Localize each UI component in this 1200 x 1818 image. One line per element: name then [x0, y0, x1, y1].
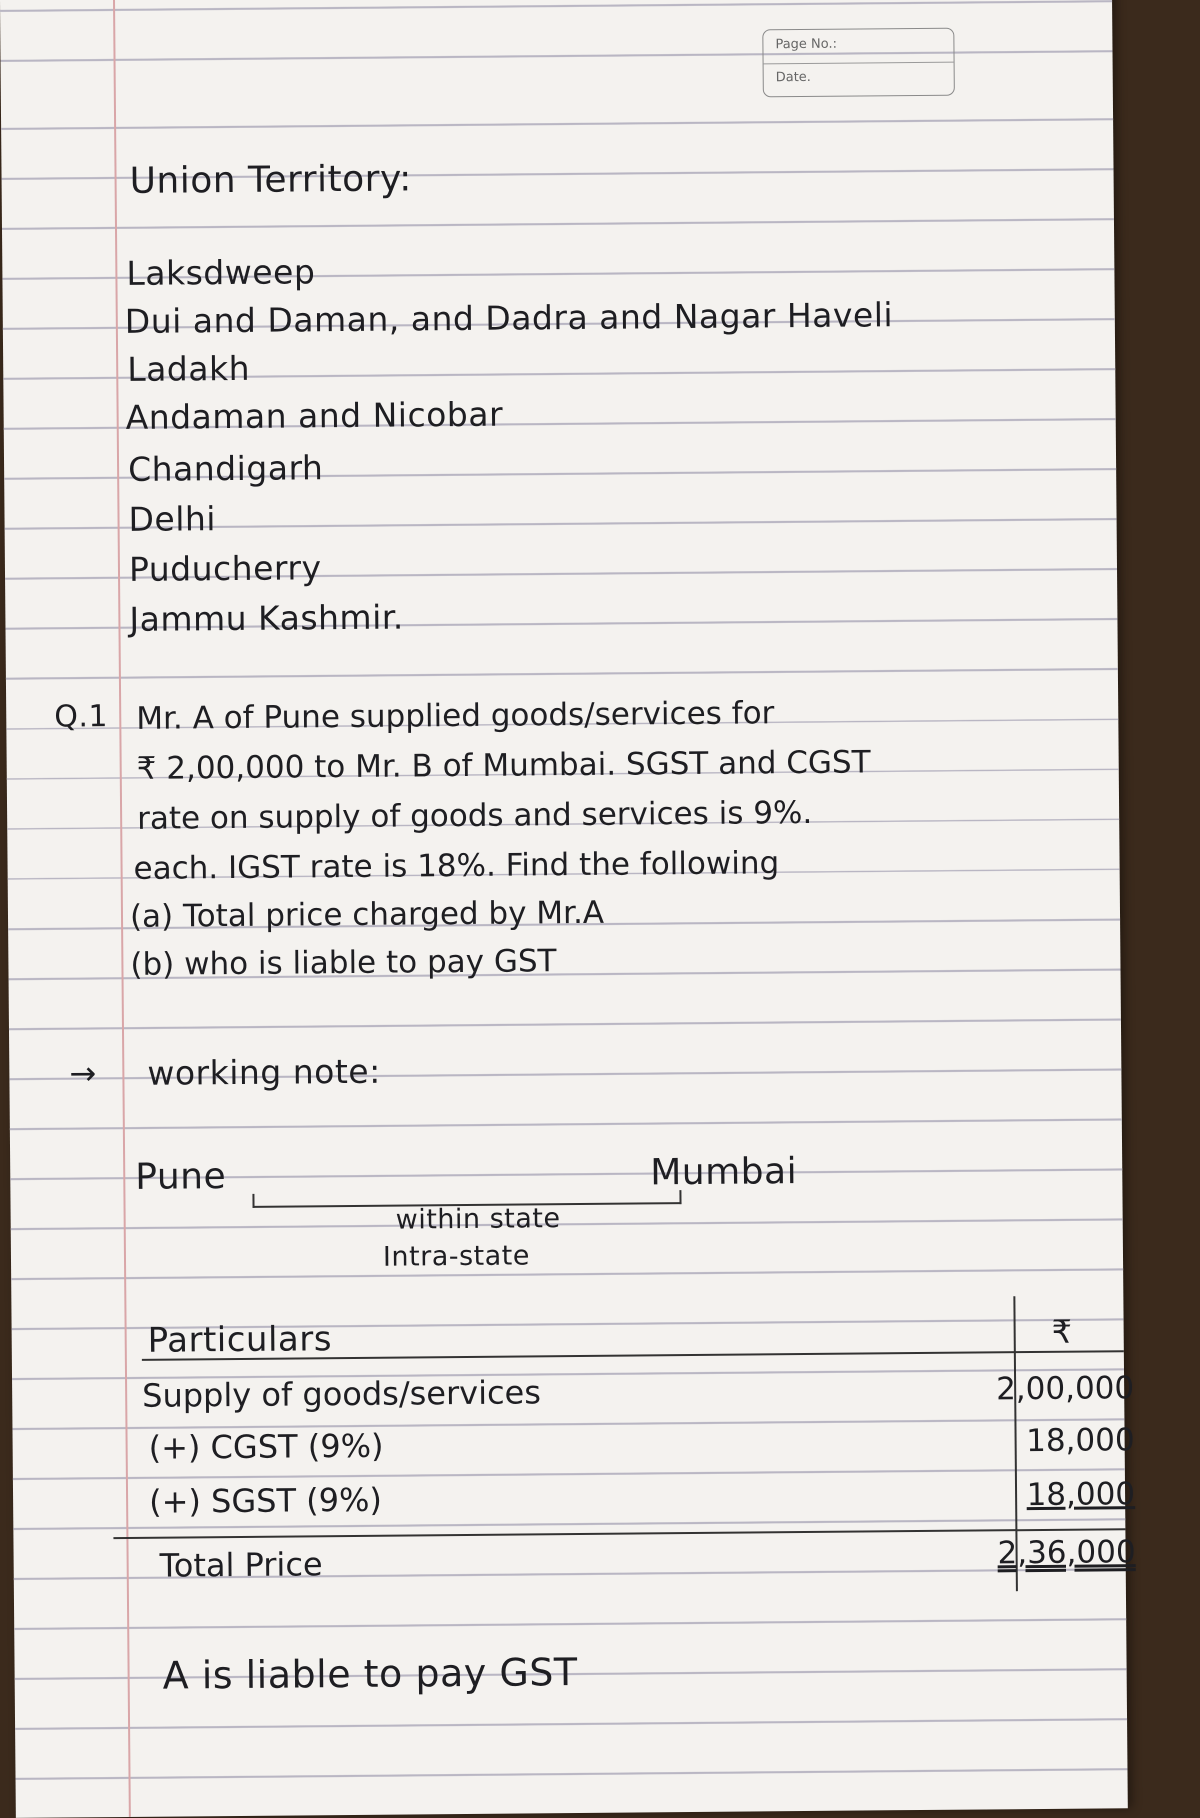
- question-line: each. IGST rate is 18%. Find the following: [133, 845, 780, 887]
- table-row-label: Total Price: [159, 1545, 323, 1585]
- table-row-value: 18,000: [1026, 1476, 1136, 1514]
- table-total-rule: [113, 1528, 1125, 1539]
- question-line: rate on supply of goods and services is 9%.: [136, 794, 813, 837]
- page-no-label: Page No.:: [775, 36, 838, 53]
- total-price-value: 2,36,000: [997, 1534, 1136, 1572]
- within-state-label: within state: [395, 1203, 561, 1236]
- union-territory-heading: Union Territory:: [129, 158, 412, 202]
- answer-text: A is liable to pay GST: [162, 1650, 578, 1698]
- table-row-label: (+) CGST (9%): [148, 1426, 384, 1467]
- from-city: Pune: [135, 1156, 227, 1198]
- list-item: Andaman and Nicobar: [125, 394, 504, 437]
- question-line: Mr. A of Pune supplied goods/services for: [136, 695, 775, 737]
- table-header-amount: ₹: [1051, 1312, 1073, 1351]
- arrow-icon: →: [69, 1054, 97, 1093]
- list-item: Dui and Daman, and Dadra and Nagar Haveli: [124, 295, 894, 341]
- list-item: Puducherry: [128, 548, 322, 589]
- table-row-label: (+) SGST (9%): [148, 1480, 383, 1521]
- intra-state-label: Intra-state: [382, 1240, 531, 1273]
- question-line: ₹ 2,00,000 to Mr. B of Mumbai. SGST and CGST: [136, 744, 871, 787]
- question-number: Q.1: [54, 699, 109, 735]
- list-item: Laksdweep: [126, 252, 316, 293]
- list-item: Jammu Kashmir.: [129, 597, 404, 639]
- table-row-value: 18,000: [1025, 1422, 1135, 1460]
- table-row-label: Supply of goods/services: [142, 1373, 542, 1415]
- list-item: Delhi: [128, 499, 217, 539]
- page-box-divider: [764, 62, 954, 65]
- page-date-box: [762, 28, 955, 98]
- to-city: Mumbai: [650, 1151, 798, 1194]
- working-note-label: working note:: [147, 1051, 381, 1093]
- table-row-value: 2,00,000: [995, 1370, 1135, 1408]
- question-line: (b) who is liable to pay GST: [130, 943, 557, 983]
- list-item: Ladakh: [127, 348, 251, 389]
- question-line: (a) Total price charged by Mr.A: [129, 894, 605, 935]
- table-header-particulars: Particulars: [147, 1319, 333, 1361]
- date-label: Date.: [775, 69, 811, 86]
- list-item: Chandigarh: [127, 448, 324, 489]
